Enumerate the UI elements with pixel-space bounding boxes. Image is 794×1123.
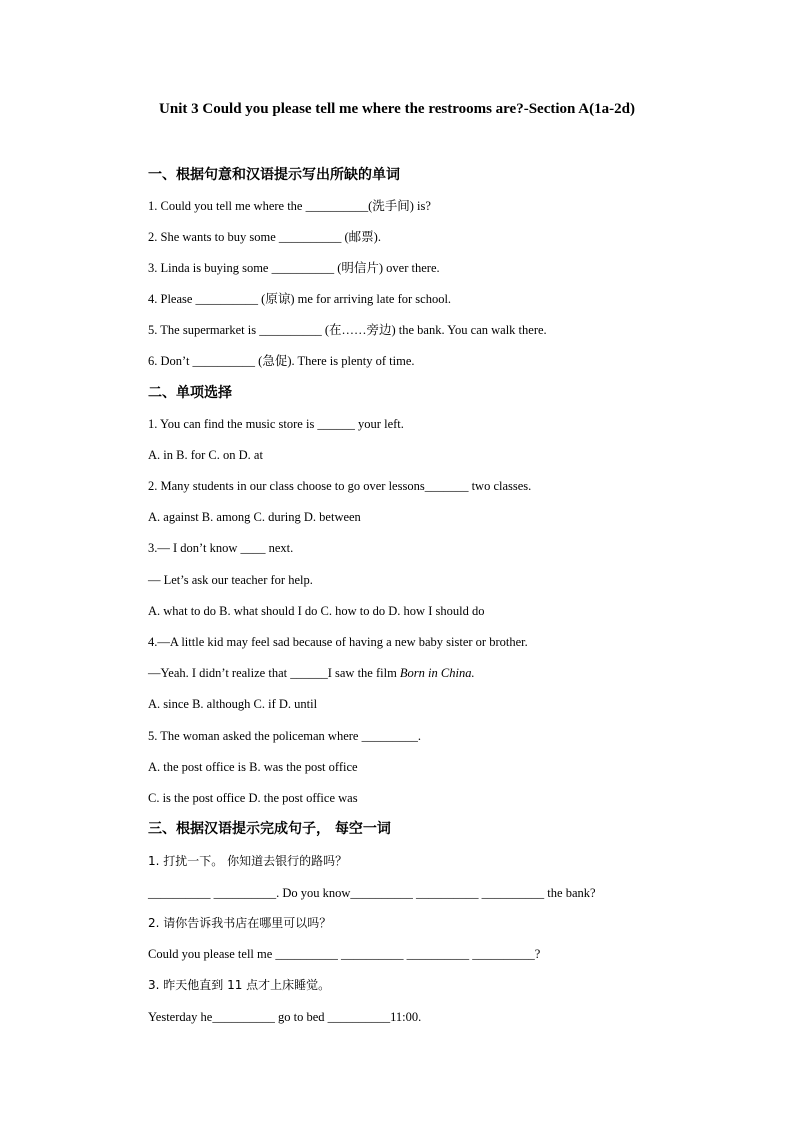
section-2-question-4-line-2 (148, 664, 475, 682)
film-title: Born in China. (399, 666, 475, 680)
section-3-question-2-english: Could you please tell me __________ __________ __________ __________? (148, 947, 541, 961)
section-1-item-4: 4. Please __________ (原谅) me for arriving late for school. (148, 292, 452, 306)
section-2-question-2-options: A. against B. among C. during D. between (148, 510, 361, 524)
section-1-item-6: 6. Don’t __________ (急促). There is plenty of time. (148, 354, 415, 368)
section-1-heading: 一、根据句意和汉语提示写出所缺的单词 (148, 167, 400, 183)
question-4-line-2-text: —Yeah. I didn’t realize that ______I saw the film (148, 666, 400, 680)
section-2-question-3-line-1: 3.— I don’t know ____ next. (148, 541, 294, 555)
section-1-item-2: 2. She wants to buy some __________ (邮票). (148, 230, 381, 244)
section-3-question-1-english: __________ __________. Do you know__________ __________ __________ the bank? (148, 886, 596, 900)
section-3-question-1-chinese: 1. 打扰一下。 你知道去银行的路吗？ (148, 854, 348, 868)
section-2-question-4-line-1: 4.—A little kid may feel sad because of having a new baby sister or brother. (148, 635, 528, 649)
section-3-question-3-chinese: 3. 昨天他直到 11 点才上床睡觉。 (148, 978, 331, 992)
section-3-question-2-chinese: 2. 请你告诉我书店在哪里可以吗？ (148, 916, 332, 930)
section-2-question-5-options-a: A. the post office is B. was the post office (148, 760, 358, 774)
section-2-question-5: 5. The woman asked the policeman where _________. (148, 729, 421, 743)
section-2-heading: 二、单项选择 (148, 385, 232, 401)
section-2-question-4-options: A. since B. although C. if D. until (148, 697, 318, 711)
section-2-question-2: 2. Many students in our class choose to go over lessons_______ two classes. (148, 479, 532, 493)
section-2-question-1: 1. You can find the music store is ______ your left. (148, 417, 404, 431)
section-1-item-3: 3. Linda is buying some __________ (明信片) over there. (148, 261, 440, 275)
section-2-question-5-options-b: C. is the post office D. the post office was (148, 791, 358, 805)
section-1-item-1: 1. Could you tell me where the __________(洗手间) is? (148, 199, 431, 213)
section-1-item-5: 5. The supermarket is __________ (在……旁边) the bank. You can walk there. (148, 323, 547, 337)
section-3-heading: 三、根据汉语提示完成句子， 每空一词 (148, 821, 391, 837)
section-2-question-3-line-2: — Let’s ask our teacher for help. (148, 573, 313, 587)
section-3-question-3-english: Yesterday he__________ go to bed __________11:00. (148, 1010, 422, 1024)
section-2-question-1-options: A. in B. for C. on D. at (148, 448, 263, 462)
section-2-question-3-options: A. what to do B. what should I do C. how to do D. how I should do (148, 604, 485, 618)
page-title: Unit 3 Could you please tell me where the restrooms are?-Section A(1a-2d) (159, 101, 635, 117)
